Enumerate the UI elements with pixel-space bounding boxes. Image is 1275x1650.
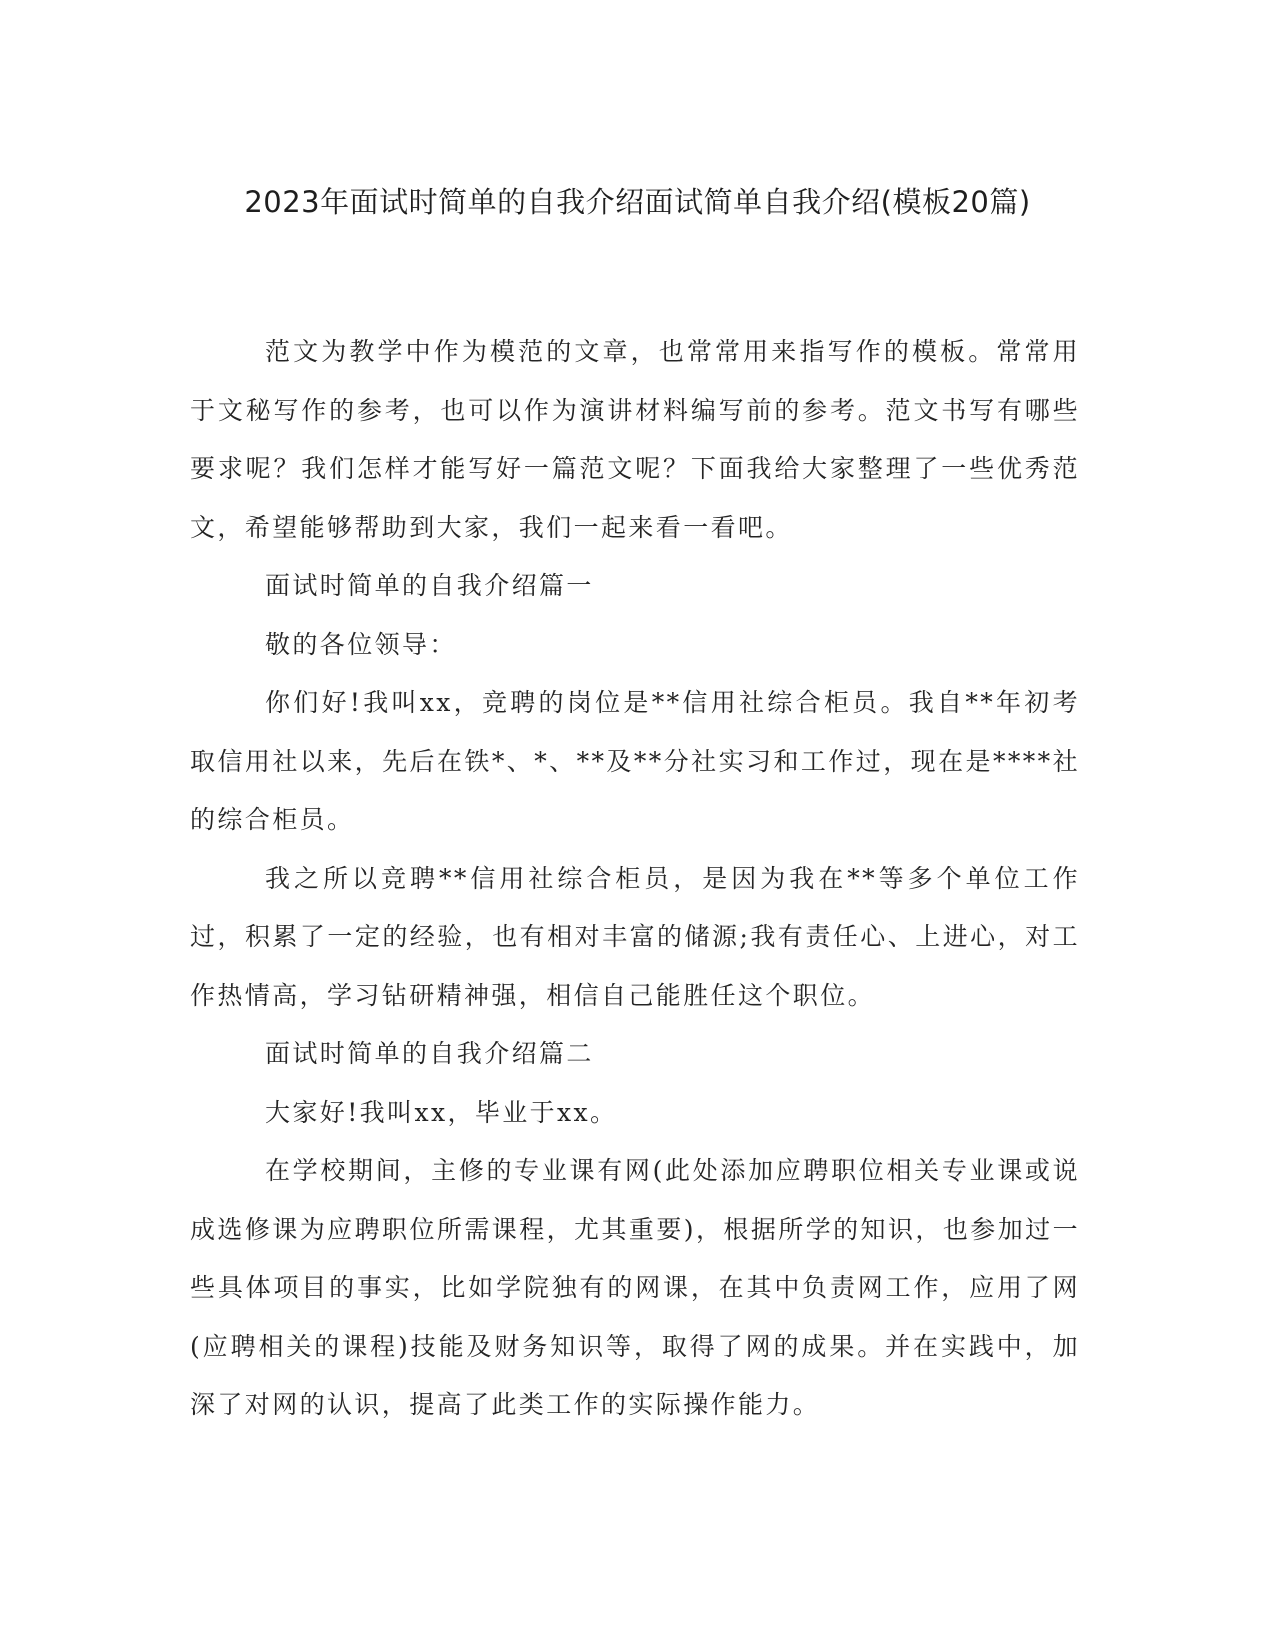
body-paragraph: 你们好!我叫xx，竞聘的岗位是**信用社综合柜员。我自**年初考取信用社以来，先后在铁*、*、**及**分社实习和工作过，现在是****社的综合柜员。 [190, 688, 1080, 834]
section-heading-1: 面试时简单的自我介绍篇一 [265, 571, 594, 600]
salutation-paragraph: 敬的各位领导： [265, 629, 457, 659]
greeting-paragraph: 大家好!我叫xx，毕业于xx。 [265, 1097, 618, 1127]
document-body [190, 323, 1080, 1435]
section-heading-2: 面试时简单的自我介绍篇二 [265, 1039, 594, 1068]
document-title: 2023年面试时简单的自我介绍面试简单自我介绍(模板20篇) [244, 185, 1031, 219]
intro-paragraph: 范文为教学中作为模范的文章，也常常用来指写作的模板。常常用于文秘写作的参考，也可以作为演讲材料编写前的参考。范文书写有哪些要求呢？我们怎样才能写好一篇范文呢？下面我给大家整理了一些优秀范文，希望能够帮助到大家，我们一起来看一看吧。 [190, 337, 1080, 542]
body-paragraph: 我之所以竞聘**信用社综合柜员，是因为我在**等多个单位工作过，积累了一定的经验，也有相对丰富的储源;我有责任心、上进心，对工作热情高，学习钻研精神强，相信自己能胜任这个职位。 [190, 863, 1080, 1010]
body-paragraph: 在学校期间，主修的专业课有网(此处添加应聘职位相关专业课或说成选修课为应聘职位所需课程，尤其重要)，根据所学的知识，也参加过一些具体项目的事实，比如学院独有的网课，在其中负责网工作，应用了网(应聘相关的课程)技能及财务知识等，取得了网的成果。并在实践中，加深了对网的认识，提高了此类工作的实际操作能力。 [190, 1156, 1080, 1419]
